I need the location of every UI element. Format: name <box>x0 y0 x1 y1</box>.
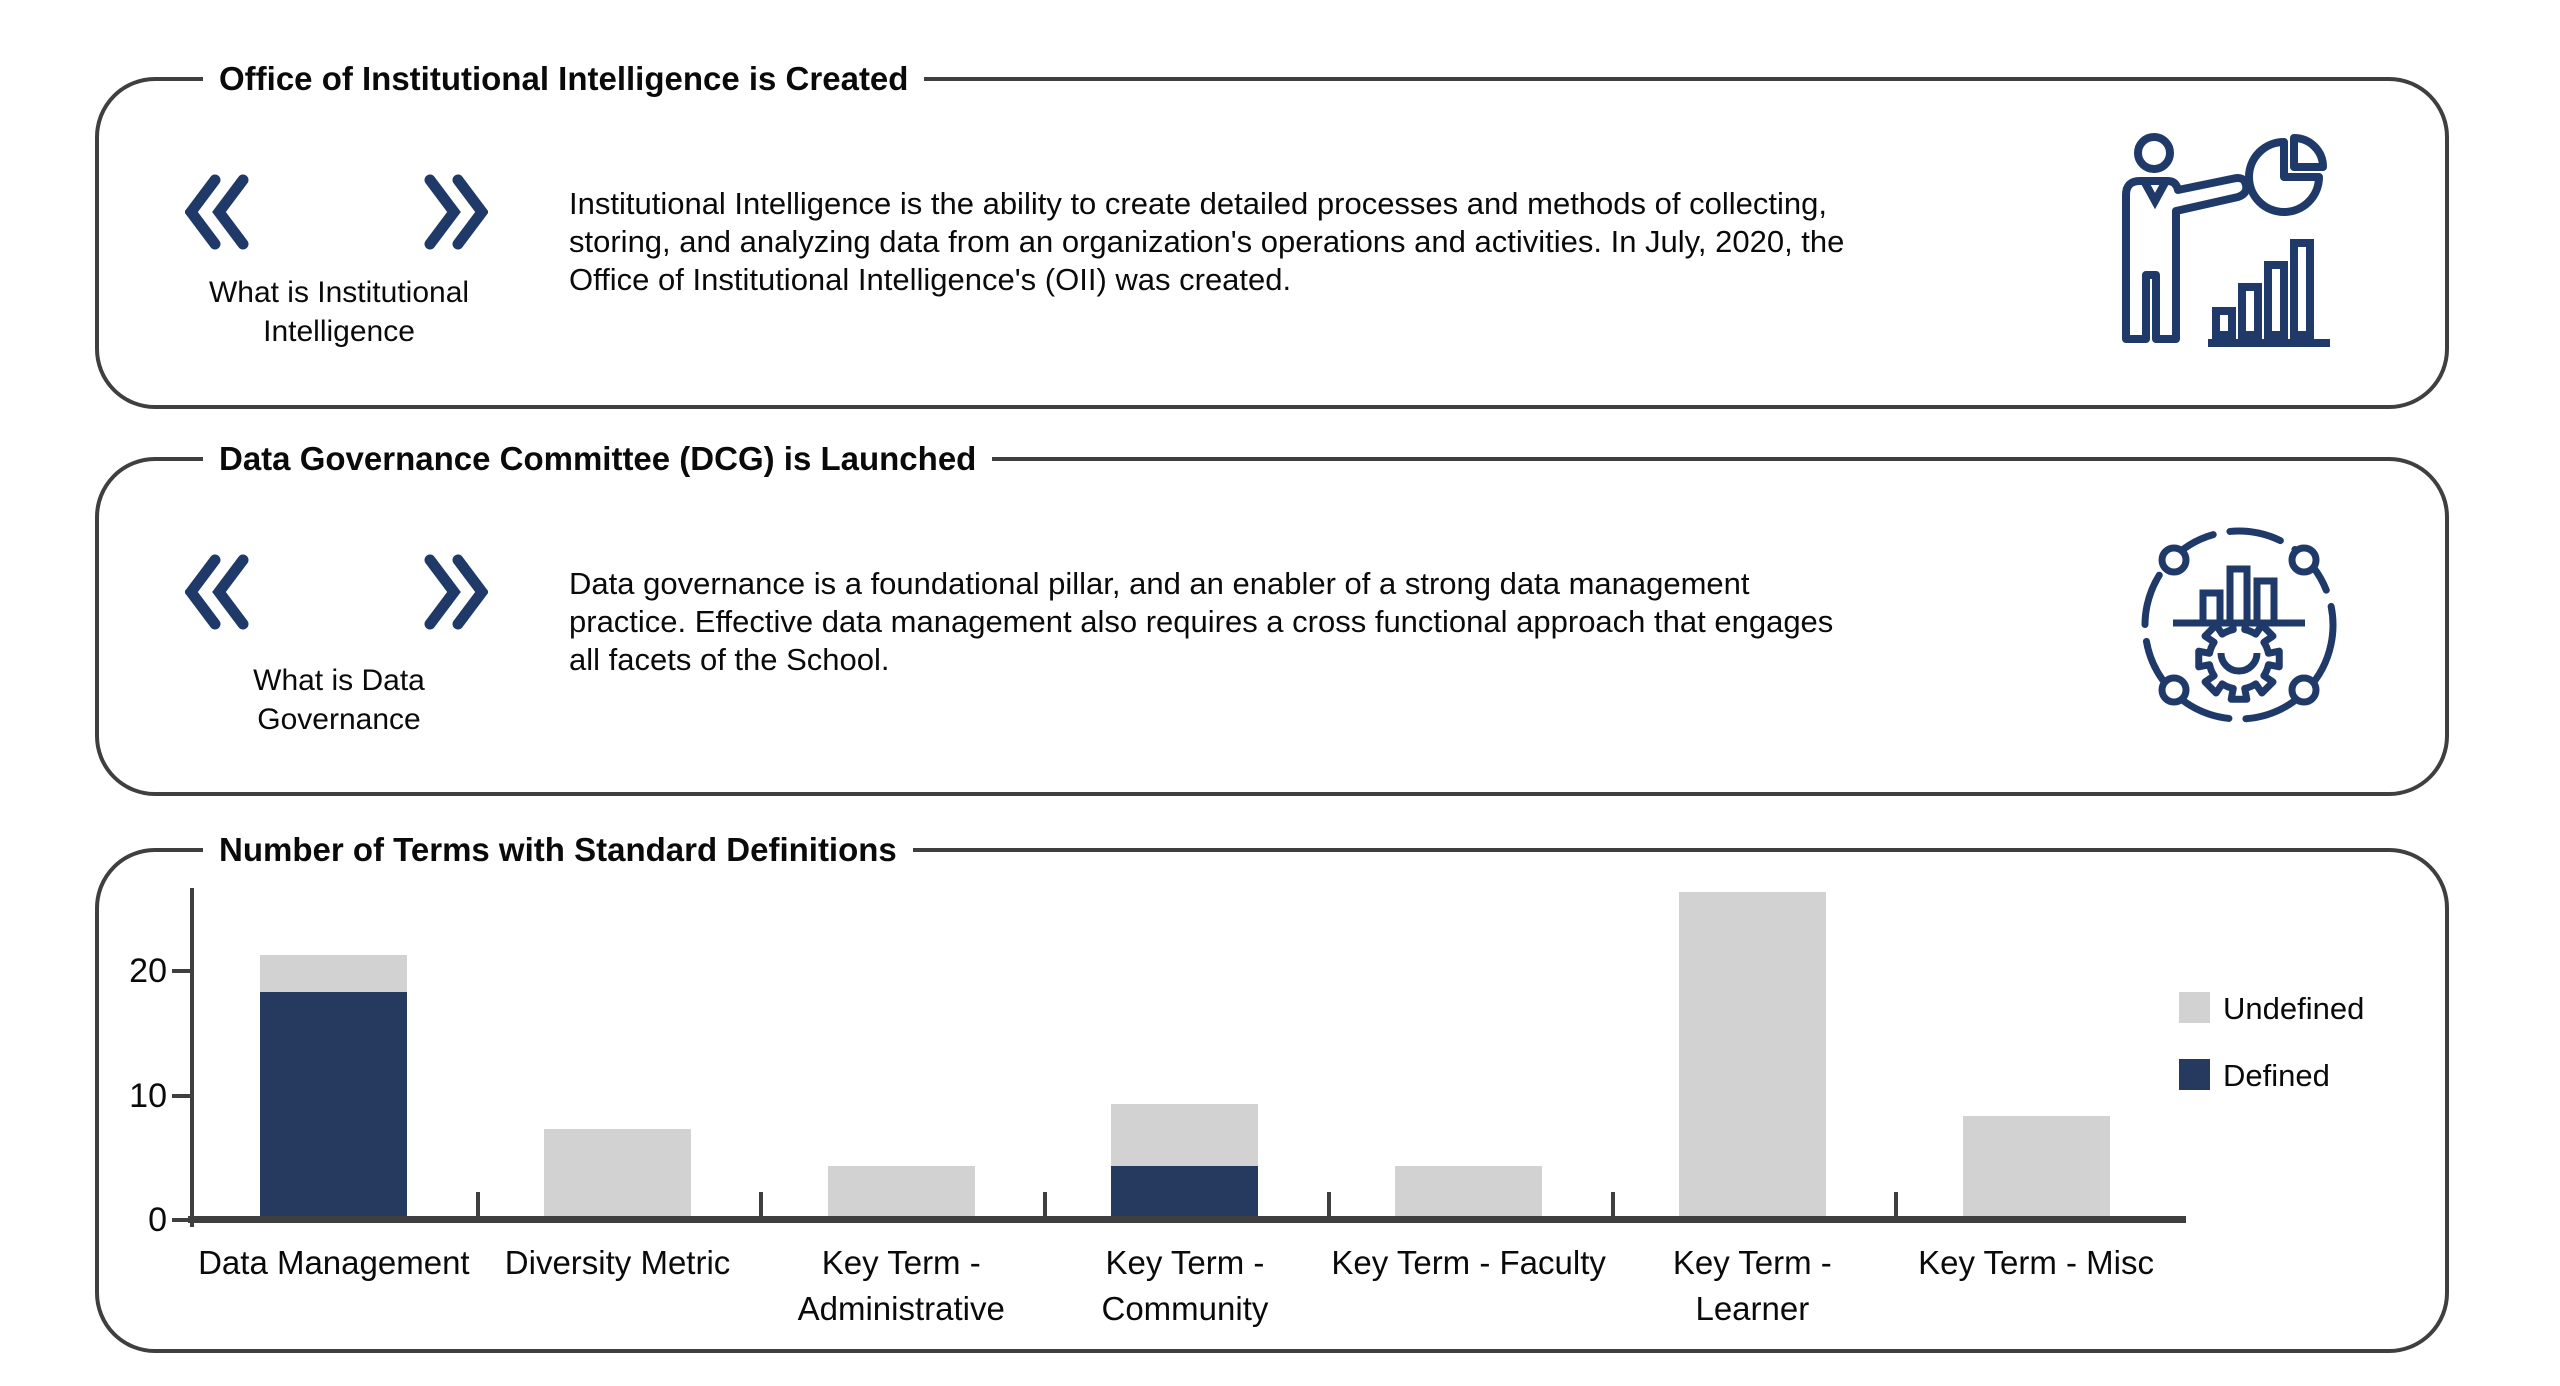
legend-swatch-undefined <box>2179 992 2210 1023</box>
y-tick <box>172 969 192 973</box>
category-label-key-term-misc <box>1866 1240 2206 1286</box>
stacked-bar-chart <box>99 852 2445 1349</box>
chart-title: Number of Terms with Standard Definitions <box>203 828 913 872</box>
bar-key-term-community <box>1111 1104 1258 1216</box>
legend-label-undefined: Undefined <box>2223 991 2365 1026</box>
category-label-line: Community <box>1101 1290 1269 1327</box>
category-label-line: Diversity Metric <box>504 1244 731 1281</box>
body-line: storing, and analyzing data from an organization's operations and activities. In July, 2020, the <box>569 224 1845 259</box>
category-label-line: Data Management <box>198 1244 470 1281</box>
x-tick <box>1611 1192 1615 1216</box>
flipcard-label-line2: Intelligence <box>263 315 415 348</box>
section-oii-created <box>95 60 2449 409</box>
body-line: Office of Institutional Intelligence's (OII) was created. <box>569 262 1292 297</box>
legend-swatch-defined <box>2179 1059 2210 1090</box>
segment-defined <box>1111 1166 1258 1216</box>
bar-key-term-administrative <box>828 1166 975 1216</box>
x-tick <box>759 1192 763 1216</box>
chevrons-right-icon <box>424 174 488 255</box>
bar-key-term-misc <box>1963 1116 2110 1216</box>
data-governance-gear-icon <box>2119 505 2359 750</box>
flipcard-label-line1: What is Institutional <box>208 276 470 309</box>
y-tick-label: 20 <box>129 952 167 990</box>
bar-key-term-learner <box>1679 892 1826 1216</box>
category-label-line: Administrative <box>797 1290 1005 1327</box>
segment-undefined <box>260 955 407 992</box>
flipcard-label-line2: Governance <box>257 703 421 736</box>
category-label-line: Key Term - Faculty <box>1331 1244 1606 1281</box>
section-terms-chart <box>95 831 2449 1353</box>
section-title: Data Governance Committee (DCG) is Launched <box>203 437 992 481</box>
segment-defined <box>260 992 407 1216</box>
legend-label-defined: Defined <box>2223 1058 2330 1093</box>
section-body <box>569 185 2099 299</box>
chevrons-left-icon <box>185 174 249 255</box>
section-body <box>569 565 2099 679</box>
y-tick <box>172 1094 192 1098</box>
body-line: all facets of the School. <box>569 642 890 677</box>
y-tick-label: 0 <box>148 1201 167 1239</box>
segment-undefined <box>544 1129 691 1216</box>
flipcard-label <box>99 661 579 739</box>
bar-data-management <box>260 955 407 1216</box>
x-axis-line <box>188 1216 2186 1223</box>
category-label-line: Learner <box>1695 1290 1810 1327</box>
x-tick <box>1043 1192 1047 1216</box>
segment-undefined <box>1679 892 1826 1216</box>
flipcard-label <box>99 273 579 351</box>
y-tick-label: 10 <box>129 1076 167 1115</box>
x-tick <box>1894 1192 1898 1216</box>
section-dcg-launched <box>95 440 2449 796</box>
x-tick <box>1327 1192 1331 1216</box>
segment-undefined <box>1395 1166 1542 1216</box>
category-label-line: Key Term - <box>821 1244 981 1281</box>
presenter-analytics-icon <box>2094 127 2352 362</box>
segment-undefined <box>1963 1116 2110 1216</box>
chevrons-left-icon <box>185 554 249 635</box>
category-label-line: Key Term - <box>1105 1244 1265 1281</box>
x-tick <box>476 1192 480 1216</box>
bar-key-term-faculty <box>1395 1166 1542 1216</box>
y-axis-line <box>190 888 194 1227</box>
segment-undefined <box>1111 1104 1258 1166</box>
body-line: Institutional Intelligence is the ability to create detailed processes and methods of collecting, <box>569 186 1827 221</box>
body-line: Data governance is a foundational pillar, and an enabler of a strong data management <box>569 566 1750 601</box>
flipcard-label-line1: What is Data <box>253 664 425 697</box>
chevrons-right-icon <box>424 554 488 635</box>
category-label-line: Key Term - <box>1672 1244 1832 1281</box>
section-title: Office of Institutional Intelligence is Created <box>203 57 924 101</box>
category-label-line: Key Term - Misc <box>1918 1244 2154 1281</box>
bar-diversity-metric <box>544 1129 691 1216</box>
segment-undefined <box>828 1166 975 1216</box>
body-line: practice. Effective data management also requires a cross functional approach that engages <box>569 604 1834 639</box>
